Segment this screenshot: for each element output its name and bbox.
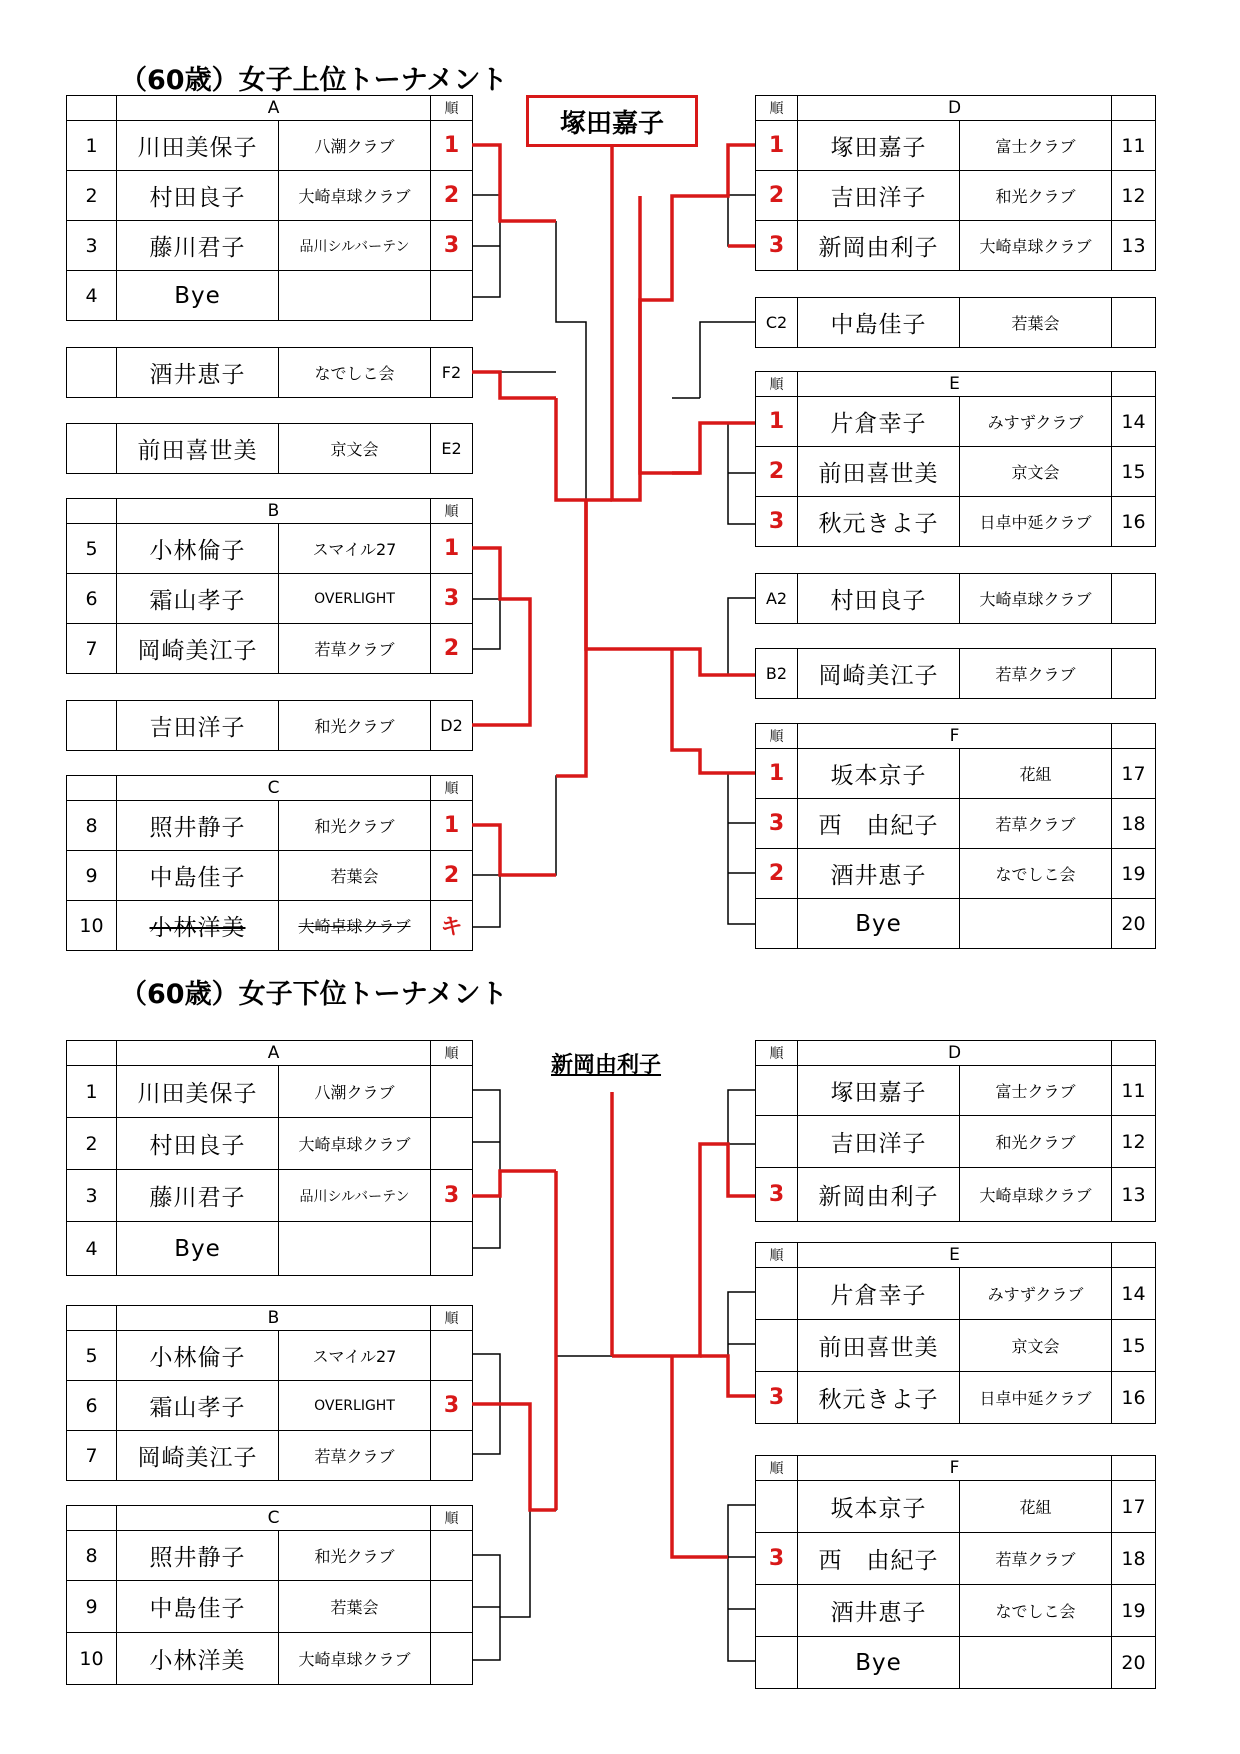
rank-mark: 3 — [756, 1533, 798, 1585]
rank-mark: 1 — [756, 121, 798, 171]
group-label: E — [798, 1243, 1112, 1268]
table-row: 9 中島佳子 若葉会 2 — [67, 851, 473, 901]
player-name: 西 由紀子 — [798, 1533, 960, 1585]
rank-mark: 3 — [431, 221, 473, 271]
table-row: 9 中島佳子 若葉会 — [67, 1581, 473, 1633]
table-row: 片倉幸子 みすずクラブ 14 — [756, 1268, 1156, 1320]
group-label: F — [798, 1456, 1112, 1481]
rank-header: 順 — [431, 1306, 473, 1331]
rank-mark: 2 — [756, 171, 798, 221]
table-row: 6 霜山孝子 OVERLIGHT 3 — [67, 574, 473, 624]
rank-mark: 3 — [431, 1381, 473, 1431]
rank-mark: 1 — [431, 121, 473, 171]
player-name: 岡崎美江子 — [117, 1431, 279, 1481]
table-row: 10 小林洋美 大崎卓球クラブ キ — [67, 901, 473, 951]
table-row: 2 村田良子 大崎卓球クラブ — [67, 1118, 473, 1170]
table-row: 3 秋元きよ子 日卓中延クラブ 16 — [756, 1372, 1156, 1424]
table-row: Bye 20 — [756, 1637, 1156, 1689]
club-name: 若草クラブ — [960, 649, 1112, 699]
player-name: 村田良子 — [117, 1118, 279, 1170]
rank-header: 順 — [756, 1243, 798, 1268]
table-row: Bye 20 — [756, 899, 1156, 949]
club-name: 和光クラブ — [279, 1531, 431, 1581]
player-name: 岡崎美江子 — [798, 649, 960, 699]
player-name: 西 由紀子 — [798, 799, 960, 849]
player-name: 照井静子 — [117, 1531, 279, 1581]
club-name: 和光クラブ — [279, 801, 431, 851]
player-name: Bye — [117, 271, 279, 321]
group-label: A — [117, 1041, 431, 1066]
rank-mark: 3 — [756, 1168, 798, 1222]
club-name: みすずクラブ — [960, 397, 1112, 447]
table-row: 4 Bye — [67, 271, 473, 321]
table-row: 2 酒井恵子 なでしこ会 19 — [756, 849, 1156, 899]
player-name: 小林倫子 — [117, 524, 279, 574]
club-name: スマイル27 — [279, 1331, 431, 1381]
seed-label: C2 — [756, 298, 798, 348]
table-row: 1 川田美保子 八潮クラブ — [67, 1066, 473, 1118]
rank-mark: 1 — [756, 749, 798, 799]
table-row: 3 西 由紀子 若草クラブ 18 — [756, 799, 1156, 849]
seed-label: A2 — [756, 574, 798, 624]
rank-mark: 3 — [756, 221, 798, 271]
player-name: 吉田洋子 — [798, 171, 960, 221]
rank-header: 順 — [756, 372, 798, 397]
group-label: C — [117, 1506, 431, 1531]
player-name: 片倉幸子 — [798, 1268, 960, 1320]
rank-mark: 2 — [756, 447, 798, 497]
player-name: 藤川君子 — [117, 1170, 279, 1222]
rank-mark: 1 — [431, 524, 473, 574]
table-row: 3 新岡由利子 大崎卓球クラブ 13 — [756, 221, 1156, 271]
club-name: 大崎卓球クラブ — [960, 1168, 1112, 1222]
club-name: 若葉会 — [960, 298, 1112, 348]
club-name: 日卓中延クラブ — [960, 497, 1112, 547]
group-label: F — [798, 724, 1112, 749]
club-name: 八潮クラブ — [279, 121, 431, 171]
club-name: 若草クラブ — [279, 1431, 431, 1481]
table-row: 1 片倉幸子 みすずクラブ 14 — [756, 397, 1156, 447]
table-row: 1 塚田嘉子 富士クラブ 11 — [756, 121, 1156, 171]
group-label: C — [117, 776, 431, 801]
table-row: 1 川田美保子 八潮クラブ 1 — [67, 121, 473, 171]
table-row: 3 新岡由利子 大崎卓球クラブ 13 — [756, 1168, 1156, 1222]
player-name: 吉田洋子 — [798, 1116, 960, 1168]
player-name: 前田喜世美 — [798, 1320, 960, 1372]
rank-header: 順 — [431, 1041, 473, 1066]
seed-label: F2 — [431, 348, 473, 398]
rank-mark: 3 — [431, 574, 473, 624]
club-name: なでしこ会 — [960, 1585, 1112, 1637]
club-name: 若草クラブ — [960, 1533, 1112, 1585]
player-name: 小林洋美 — [117, 1633, 279, 1685]
table-row: 2 吉田洋子 和光クラブ 12 — [756, 171, 1156, 221]
table-row: 10 小林洋美 大崎卓球クラブ — [67, 1633, 473, 1685]
table-row: 坂本京子 花組 17 — [756, 1481, 1156, 1533]
table-row: 1 坂本京子 花組 17 — [756, 749, 1156, 799]
club-name: 品川シルバーテン — [279, 1170, 431, 1222]
player-name: 藤川君子 — [117, 221, 279, 271]
rank-header: 順 — [756, 1041, 798, 1066]
group-label: B — [117, 499, 431, 524]
club-name: 京文会 — [960, 447, 1112, 497]
table-row: 3 藤川君子 品川シルバーテン 3 — [67, 1170, 473, 1222]
player-name: 霜山孝子 — [117, 574, 279, 624]
group-label: D — [798, 1041, 1112, 1066]
table-row: 6 霜山孝子 OVERLIGHT 3 — [67, 1381, 473, 1431]
rank-header: 順 — [431, 499, 473, 524]
rank-mark: 2 — [431, 624, 473, 674]
group-label: B — [117, 1306, 431, 1331]
player-name: 川田美保子 — [117, 121, 279, 171]
player-name: 新岡由利子 — [798, 221, 960, 271]
rank-header: 順 — [756, 96, 798, 121]
bracket-red-lines — [472, 145, 755, 1557]
player-name: 照井静子 — [117, 801, 279, 851]
player-name: Bye — [798, 899, 960, 949]
player-name: 川田美保子 — [117, 1066, 279, 1118]
player-name: 酒井恵子 — [117, 348, 279, 398]
club-name: 若葉会 — [279, 851, 431, 901]
club-name: 和光クラブ — [279, 701, 431, 751]
table-row: 7 岡崎美江子 若草クラブ — [67, 1431, 473, 1481]
group-label: D — [798, 96, 1112, 121]
player-name: 坂本京子 — [798, 1481, 960, 1533]
player-name: 秋元きよ子 — [798, 497, 960, 547]
rank-mark: 2 — [756, 849, 798, 899]
club-name: 八潮クラブ — [279, 1066, 431, 1118]
table-row: 3 西 由紀子 若草クラブ 18 — [756, 1533, 1156, 1585]
club-name: 大崎卓球クラブ — [960, 221, 1112, 271]
table-row: 2 村田良子 大崎卓球クラブ 2 — [67, 171, 473, 221]
club-name: 大崎卓球クラブ — [279, 171, 431, 221]
club-name: 大崎卓球クラブ — [279, 1633, 431, 1685]
player-name: 坂本京子 — [798, 749, 960, 799]
player-name: Bye — [798, 1637, 960, 1689]
player-name: 新岡由利子 — [798, 1168, 960, 1222]
player-name: 村田良子 — [798, 574, 960, 624]
club-name: 花組 — [960, 749, 1112, 799]
club-name: 若葉会 — [279, 1581, 431, 1633]
table-row: 5 小林倫子 スマイル27 1 — [67, 524, 473, 574]
club-name: 京文会 — [279, 424, 431, 474]
player-name: 中島佳子 — [117, 1581, 279, 1633]
club-name: 富士クラブ — [960, 121, 1112, 171]
rank-header: 順 — [431, 1506, 473, 1531]
seed-label: B2 — [756, 649, 798, 699]
club-name: 富士クラブ — [960, 1066, 1112, 1116]
player-name: 塚田嘉子 — [798, 121, 960, 171]
player-name: 小林倫子 — [117, 1331, 279, 1381]
club-name: 和光クラブ — [960, 171, 1112, 221]
rank-mark: 1 — [756, 397, 798, 447]
club-name: スマイル27 — [279, 524, 431, 574]
player-name: 村田良子 — [117, 171, 279, 221]
upper-title: （60歳）女子上位トーナメント — [120, 65, 508, 96]
club-name: 大崎卓球クラブ — [279, 901, 431, 951]
rank-header: 順 — [756, 1456, 798, 1481]
club-name: OVERLIGHT — [279, 574, 431, 624]
seed-label: E2 — [431, 424, 473, 474]
player-name: 中島佳子 — [798, 298, 960, 348]
player-name: 前田喜世美 — [117, 424, 279, 474]
player-name: 霜山孝子 — [117, 1381, 279, 1431]
rank-mark: 2 — [431, 851, 473, 901]
player-name: 酒井恵子 — [798, 1585, 960, 1637]
group-label: A — [117, 96, 431, 121]
group-label: E — [798, 372, 1112, 397]
rank-mark: 3 — [431, 1170, 473, 1222]
rank-mark: 2 — [431, 171, 473, 221]
player-name: 塚田嘉子 — [798, 1066, 960, 1116]
table-row: 吉田洋子 和光クラブ 12 — [756, 1116, 1156, 1168]
rank-mark: 1 — [431, 801, 473, 851]
player-name: Bye — [117, 1222, 279, 1276]
player-name: 小林洋美 — [117, 901, 279, 951]
rank-mark: 3 — [756, 799, 798, 849]
player-name: 吉田洋子 — [117, 701, 279, 751]
seed-label: D2 — [431, 701, 473, 751]
club-name: 若草クラブ — [279, 624, 431, 674]
rank-mark: 3 — [756, 1372, 798, 1424]
table-row: 3 秋元きよ子 日卓中延クラブ 16 — [756, 497, 1156, 547]
upper-winner: 塚田嘉子 — [526, 95, 698, 147]
club-name: みすずクラブ — [960, 1268, 1112, 1320]
club-name: 日卓中延クラブ — [960, 1372, 1112, 1424]
table-row: 8 照井静子 和光クラブ 1 — [67, 801, 473, 851]
club-name: OVERLIGHT — [279, 1381, 431, 1431]
club-name: 大崎卓球クラブ — [960, 574, 1112, 624]
rank-mark: キ — [431, 901, 473, 951]
table-row: 7 岡崎美江子 若草クラブ 2 — [67, 624, 473, 674]
club-name: 和光クラブ — [960, 1116, 1112, 1168]
table-row: 4 Bye — [67, 1222, 473, 1276]
player-name: 岡崎美江子 — [117, 624, 279, 674]
lower-title: （60歳）女子下位トーナメント — [120, 979, 508, 1010]
table-row: 3 藤川君子 品川シルバーテン 3 — [67, 221, 473, 271]
table-row: 8 照井静子 和光クラブ — [67, 1531, 473, 1581]
player-name: 中島佳子 — [117, 851, 279, 901]
club-name: 品川シルバーテン — [279, 221, 431, 271]
club-name: なでしこ会 — [960, 849, 1112, 899]
club-name: なでしこ会 — [279, 348, 431, 398]
table-row: 5 小林倫子 スマイル27 — [67, 1331, 473, 1381]
player-name: 前田喜世美 — [798, 447, 960, 497]
table-row: 前田喜世美 京文会 15 — [756, 1320, 1156, 1372]
rank-header: 順 — [756, 724, 798, 749]
table-row: 塚田嘉子 富士クラブ 11 — [756, 1066, 1156, 1116]
club-name: 京文会 — [960, 1320, 1112, 1372]
rank-header: 順 — [431, 96, 473, 121]
rank-header: 順 — [431, 776, 473, 801]
player-name: 片倉幸子 — [798, 397, 960, 447]
player-name: 秋元きよ子 — [798, 1372, 960, 1424]
club-name: 若草クラブ — [960, 799, 1112, 849]
rank-mark: 3 — [756, 497, 798, 547]
club-name: 大崎卓球クラブ — [279, 1118, 431, 1170]
table-row: 2 前田喜世美 京文会 15 — [756, 447, 1156, 497]
club-name: 花組 — [960, 1481, 1112, 1533]
player-name: 酒井恵子 — [798, 849, 960, 899]
table-row: 酒井恵子 なでしこ会 19 — [756, 1585, 1156, 1637]
lower-winner: 新岡由利子 — [551, 1053, 662, 1078]
